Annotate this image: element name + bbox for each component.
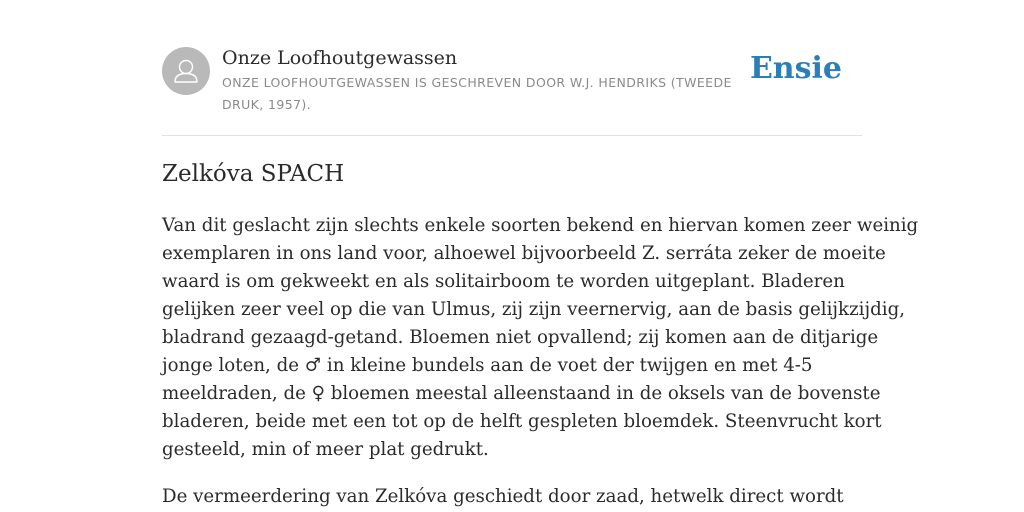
paragraph-line: gesteeld, min of meer plat gedrukt. [162, 439, 489, 460]
paragraph-line: waard is om gekweekt en als solitairboom te worden uitgeplant. Bladeren [162, 271, 845, 292]
paragraph-line: jonge loten, de ♂ in kleine bundels aan de voet der twijgen en met 4-5 [162, 355, 813, 376]
page-container [162, 0, 919, 507]
article-paragraph-1 [162, 212, 919, 464]
paragraph-line: bladeren, beide met een tot op de helft gespleten bloemdek. Steenvrucht kort [162, 411, 882, 432]
paragraph-line: exemplaren in ons land voor, alhoewel bijvoorbeeld Z. serráta zeker de moeite [162, 243, 886, 264]
paragraph-line: Van dit geslacht zijn slechts enkele soorten bekend en hiervan komen zeer weinig [162, 215, 919, 236]
user-icon-glyph [162, 47, 210, 95]
paragraph-line: gelijken zeer veel op die van Ulmus, zij zijn veernervig, aan de basis gelijkzijdig, [162, 299, 905, 320]
publication-description: ONZE LOOFHOUTGEWASSEN IS GESCHREVEN DOOR W.J. HENDRIKS (TWEEDE DRUK, 1957). [222, 75, 732, 112]
article-paragraph-2 [162, 483, 862, 511]
paragraph-line: meeldraden, de ♀ bloemen meestal alleenstaand in de oksels van de bovenste [162, 383, 881, 404]
article-title: Zelkóva SPACH [162, 161, 345, 187]
user-icon [162, 47, 210, 95]
paragraph-line: bladrand gezaagd-getand. Bloemen niet opvallend; zij komen aan de ditjarige [162, 327, 879, 348]
paragraph-line: De vermeerdering van Zelkóva geschiedt door zaad, hetwelk direct wordt [162, 486, 844, 507]
brand-logo[interactable]: Ensie [749, 51, 842, 86]
publication-title[interactable]: Onze Loofhoutgewassen [222, 47, 458, 69]
publication-header [162, 0, 862, 136]
